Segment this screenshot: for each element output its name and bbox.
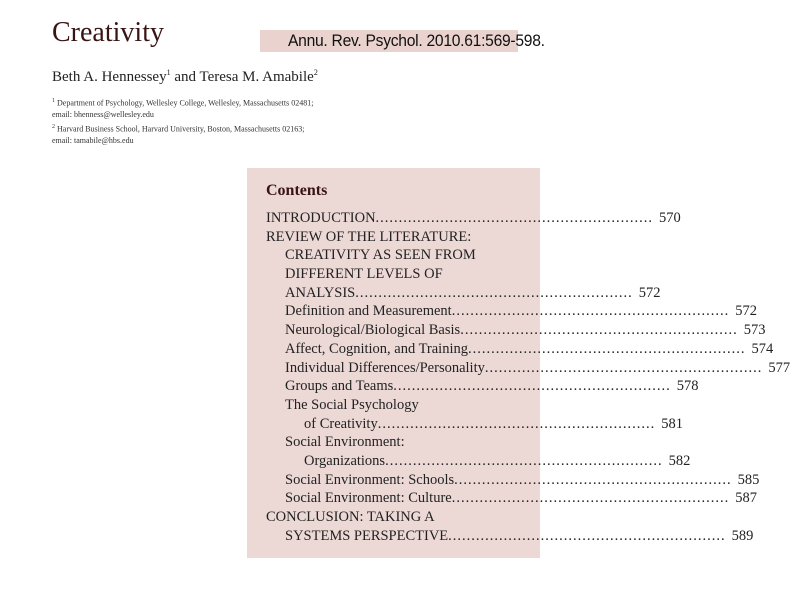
affiliation-num: 1 [52,98,55,104]
toc-leader-dots: ............................................................ [377,415,656,432]
toc-entry-page: 570 [659,210,681,226]
toc-entry-label: CONCLUSION: TAKING A [266,509,435,525]
toc-entry[interactable] [266,284,661,303]
author-2-sup: 2 [313,68,318,77]
toc-entry-label: Social Environment: [285,434,405,451]
contents-list [266,209,791,545]
toc-entry-page: 585 [737,471,760,488]
toc-entry-page: 577 [768,359,791,376]
toc-entry-label: of Creativity [304,415,378,432]
toc-entry-page: 582 [668,452,691,469]
toc-leader-dots: ............................................................ [355,284,633,301]
toc-entry[interactable] [266,415,683,434]
toc-entry-page: 572 [638,284,661,301]
toc-leader-dots: ............................................................ [454,471,732,488]
toc-entry[interactable] [266,321,766,340]
toc-entry[interactable] [266,209,681,228]
toc-leader-dots: ............................................................ [385,452,663,469]
author-joiner: and [170,69,200,85]
toc-entry[interactable] [266,396,533,415]
article-title: Creativity [52,17,164,48]
toc-entry-label: CREATIVITY AS SEEN FROM [285,247,476,264]
toc-entry[interactable] [266,471,760,490]
toc-entry[interactable] [266,452,691,471]
contents-heading: Contents [266,182,328,199]
toc-entry-page: 581 [661,415,683,432]
toc-entry[interactable] [266,246,533,265]
toc-entry-label: The Social Psychology [285,396,419,413]
toc-leader-dots: ............................................................ [451,490,730,507]
toc-entry-label: Social Environment: Schools [285,471,455,488]
toc-leader-dots: ............................................................ [484,359,763,376]
toc-entry[interactable] [266,377,699,396]
affiliation-address: Department of Psychology, Wellesley College, Wellesley, Massachusetts 02481; [57,98,314,108]
toc-leader-dots: ............................................................ [448,527,726,544]
toc-entry[interactable] [266,527,754,546]
author-2: Teresa M. Amabile [199,69,314,85]
toc-entry-label: Groups and Teams [285,378,394,395]
toc-entry-label: Individual Differences/Personality [285,359,485,376]
toc-entry-label: Social Environment: Culture [285,490,452,507]
toc-entry-label: Organizations [304,452,386,469]
toc-entry-label: DIFFERENT LEVELS OF [285,266,443,283]
citation: Annu. Rev. Psychol. 2010.61:569-598. [288,31,545,50]
author-1-sup: 1 [166,68,171,77]
toc-leader-dots: ............................................................ [451,303,730,320]
toc-entry-label: Affect, Cognition, and Training [285,340,468,357]
affiliation-num: 2 [52,124,55,130]
toc-entry[interactable] [266,228,533,247]
toc-entry[interactable] [266,340,774,359]
affiliation-email: email: tamabile@hbs.edu [52,135,134,145]
toc-entry-page: 573 [743,322,766,339]
toc-entry[interactable] [266,489,757,508]
toc-entry[interactable] [266,359,791,378]
toc-leader-dots: ............................................................ [468,340,746,357]
affiliation-2 [52,122,304,146]
toc-entry-label: ANALYSIS [285,284,356,301]
toc-entry[interactable] [266,302,757,321]
toc-leader-dots: ............................................................ [460,322,738,339]
toc-entry-label: INTRODUCTION [266,210,376,226]
toc-entry[interactable] [266,433,533,452]
toc-entry-label: SYSTEMS PERSPECTIVE [285,527,449,544]
author-1: Beth A. Hennessey [52,69,167,85]
toc-entry-page: 589 [731,527,754,544]
toc-entry[interactable] [266,265,533,284]
affiliation-1 [52,96,313,120]
toc-entry-label: Definition and Measurement [285,303,452,320]
toc-leader-dots: ............................................................ [375,210,654,226]
affiliation-email: email: bhenness@wellesley.edu [52,109,154,119]
toc-entry-label: REVIEW OF THE LITERATURE: [266,228,472,245]
authors [52,68,318,86]
toc-entry-page: 587 [735,490,757,507]
toc-entry[interactable] [266,508,533,527]
toc-entry-label: Neurological/Biological Basis [285,322,461,339]
toc-entry-page: 572 [735,303,757,320]
toc-leader-dots: ............................................................ [393,378,671,395]
affiliation-address: Harvard Business School, Harvard University, Boston, Massachusetts 02163; [57,124,305,134]
toc-entry-page: 578 [676,378,699,395]
table-of-contents [247,168,791,558]
toc-entry-page: 574 [751,340,774,357]
